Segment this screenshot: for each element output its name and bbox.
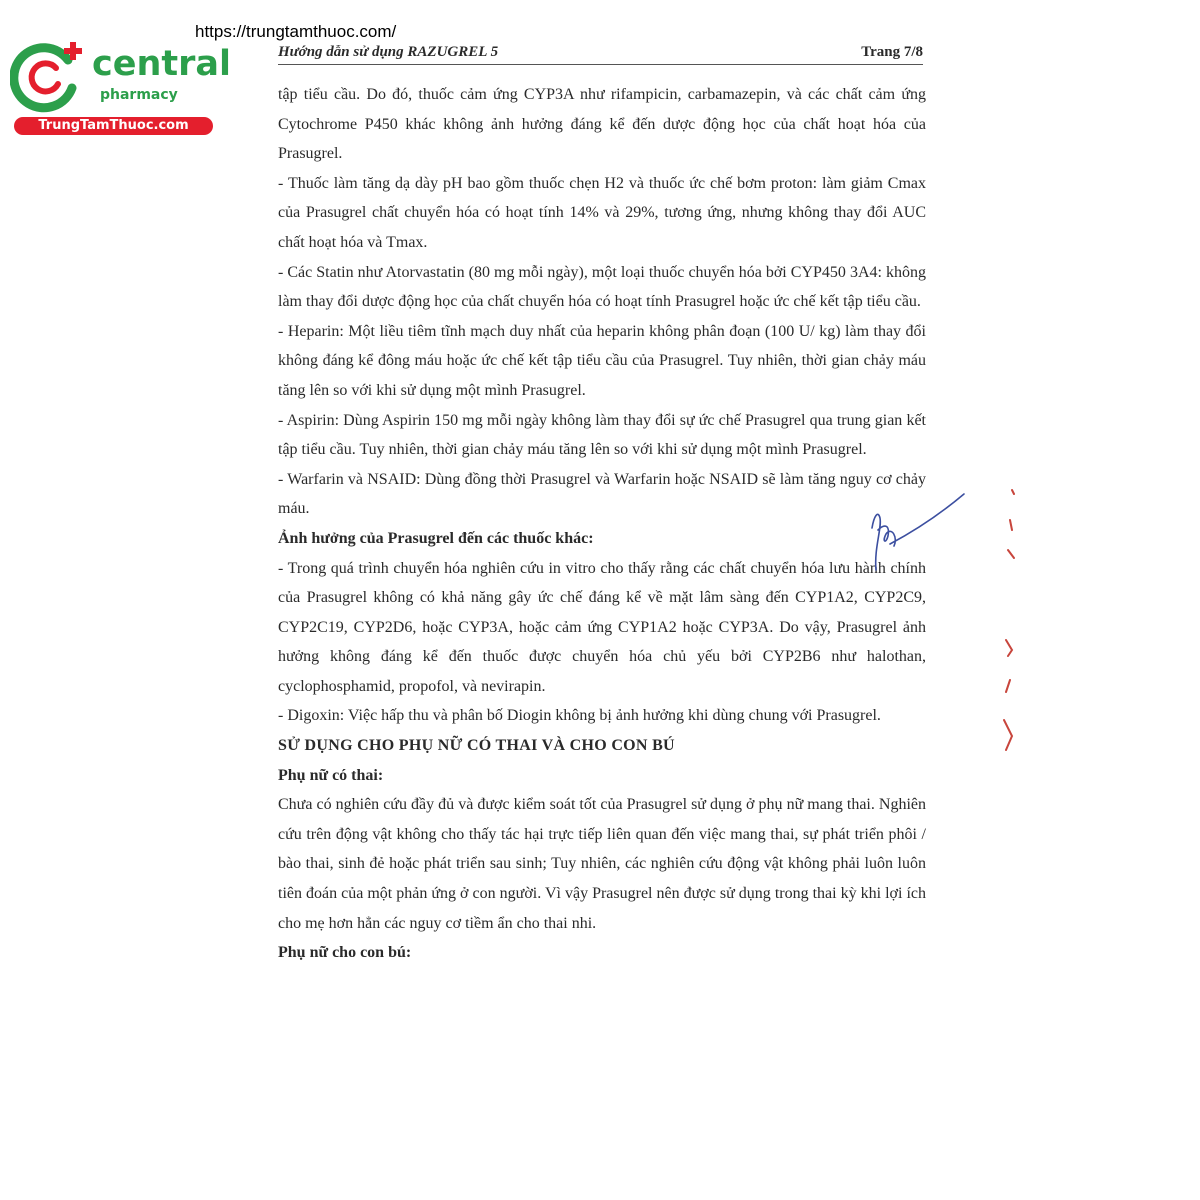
signature-mark [860,488,970,578]
page-number: Trang 7/8 [861,44,923,60]
logo-site-banner: TrungTamThuoc.com [14,117,213,135]
paragraph: - Heparin: Một liều tiêm tĩnh mạch duy nhất của heparin không phân đoạn (100 U/ kg) làm thay đổi không đáng kể đông máu hoặc ức chế kết tập tiểu cầu của Prasugrel. Tuy nhiên, thời gian chảy máu tăng lên so với khi sử dụng một mình Prasugrel. [278,322,926,399]
paragraph: Chưa có nghiên cứu đầy đủ và được kiểm soát tốt của Prasugrel sử dụng ở phụ nữ mang thai. Nghiên cứu trên động vật không cho thấy tác hại trực tiếp liên quan đến việc mang thai, sự phát triển phôi / bào thai, sinh đẻ hoặc phát triển sau sinh; Tuy nhiên, các nghiên cứu động vật không phải luôn luôn tiên đoán của một phản ứng ở con người. Vì vậy Prasugrel nên được sử dụng trong thai kỳ khi lợi ích cho mẹ hơn hẳn các nguy cơ tiềm ẩn cho thai nhi. [278,796,926,932]
pharmacy-cross-icon [10,38,90,113]
section-heading: SỬ DỤNG CHO PHỤ NỮ CÓ THAI VÀ CHO CON BÚ [278,737,675,755]
central-pharmacy-logo [10,38,232,136]
document-body [278,80,926,968]
paragraph: - Thuốc làm tăng dạ dày pH bao gồm thuốc chẹn H2 và thuốc ức chế bơm proton: làm giảm Cmax của Prasugrel chất chuyển hóa có hoạt tính 14% và 29%, tương ứng, nhưng không thay đổi AUC chất hoạt hóa và Tmax. [278,174,926,251]
subheading-effects: Ảnh hưởng của Prasugrel đến các thuốc khác: [278,529,594,547]
watermark-url: https://trungtamthuoc.com/ [195,22,397,41]
paragraph: - Warfarin và NSAID: Dùng đồng thời Prasugrel và Warfarin hoặc NSAID sẽ làm tăng nguy cơ chảy máu. [278,470,926,518]
paragraph: - Các Statin như Atorvastatin (80 mg mỗi ngày), một loại thuốc chuyển hóa bởi CYP450 3A4: không làm thay đổi dược động học của chất chuyển hóa có hoạt tính Prasugrel hoặc ức chế kết tập tiểu cầu. [278,263,926,311]
logo-brand: central [92,44,232,84]
document-header [278,42,923,65]
paragraph: - Trong quá trình chuyển hóa nghiên cứu in vitro cho thấy rằng các chất chuyển hóa lưu hành chính của Prasugrel không có khả năng gây ức chế đáng kể về mặt lâm sàng đến CYP1A2, CYP2C9, CYP2C19, CYP2D6, hoặc CYP3A, hoặc cảm ứng CYP1A2 hoặc CYP3A. Do vậy, Prasugrel ảnh hưởng không đáng kể đến thuốc được chuyển hóa chủ yếu bởi CYP2B6 như halothan, cyclophosphamid, propofol, và nevirapin. [278,559,926,695]
document-title: Hướng dẫn sử dụng RAZUGREL 5 [278,44,499,60]
paragraph: tập tiểu cầu. Do đó, thuốc cảm ứng CYP3A như rifampicin, carbamazepin, và các chất cảm ứng Cytochrome P450 khác không ảnh hưởng đáng kể đến dược động học của chất hoạt hóa của Prasugrel. [278,86,926,163]
logo-brand-sub: pharmacy [100,87,178,103]
stamp-edge-mark [998,480,1022,760]
paragraph: - Aspirin: Dùng Aspirin 150 mg mỗi ngày không làm thay đổi sự ức chế Prasugrel qua trung gian kết tập tiểu cầu. Tuy nhiên, thời gian chảy máu tăng lên so với khi sử dụng một mình Prasugrel. [278,411,926,459]
subheading-pregnant: Phụ nữ có thai: [278,766,384,784]
paragraph: - Digoxin: Việc hấp thu và phân bố Diogin không bị ảnh hưởng khi dùng chung với Prasugrel. [278,707,881,725]
subheading-nursing: Phụ nữ cho con bú: [278,944,412,962]
